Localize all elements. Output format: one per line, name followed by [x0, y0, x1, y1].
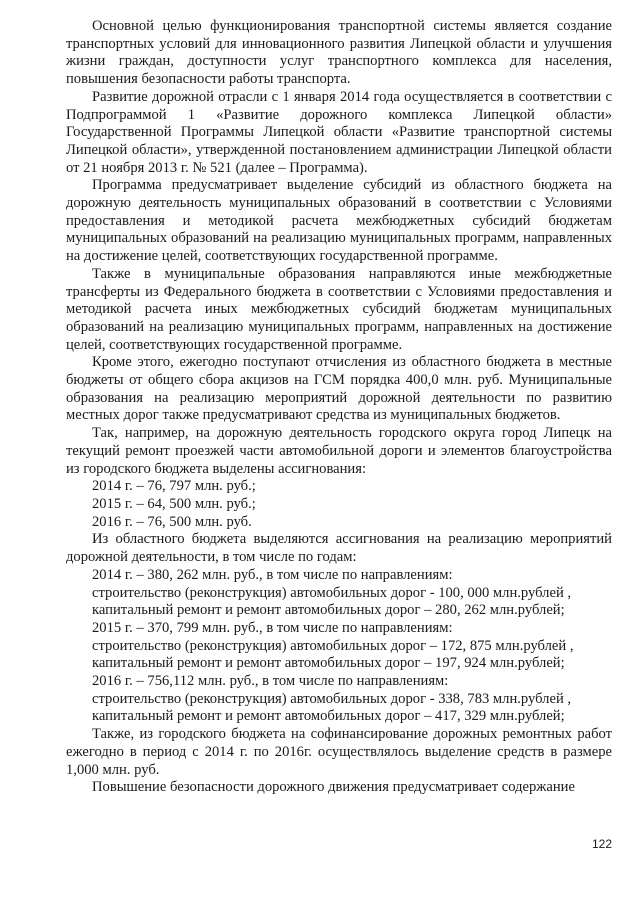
paragraph-excise: Кроме этого, ежегодно поступают отчисления из областного бюджета в местные бюджеты от общего сбора акцизов на ГСМ порядка 400,0 млн. руб. Муниципальные образования на реализацию мероприятий дорожной деятельности по развитию местных дорог также предусматривают средства из муниципальных бюджетов. [66, 354, 612, 424]
paragraph-lipetsk-example: Так, например, на дорожную деятельность городского округа город Липецк на текущий ремонт проезжей части автомобильной дороги и элементов благоустройства из городского бюджета выделены ассигнования: [66, 425, 612, 477]
paragraph-cofinancing: Также, из городского бюджета на софинансирование дорожных ремонтных работ ежегодно в период с 2014 г. по 2016г. осуществлялось выделение средств в размере 1,000 млн. руб. [66, 726, 612, 778]
regional-2015-repair: капитальный ремонт и ремонт автомобильных дорог – 197, 924 млн.рублей; [92, 655, 565, 672]
city-budget-2016: 2016 г. – 76, 500 млн. руб. [92, 513, 252, 530]
paragraph-goal: Основной целью функционирования транспортной системы является создание транспортных условий для инновационного развития Липецкой области и улучшения жизни граждан, доступности услуг транспортного комплекса для населения, повышения безопасности работы транспорта. [66, 18, 612, 88]
document-body [66, 18, 612, 797]
paragraph-transfers: Также в муниципальные образования направляются иные межбюджетные трансферты из Федерального бюджета в соответствии с Условиями предоставления и методикой расчета иных межбюджетных субсидий бюджетам муниципальных образований на реализацию муниципальных программ, направленных на достижение целей, соответствующих государственной программе. [66, 265, 612, 353]
regional-2015-construction: строительство (реконструкция) автомобильных дорог – 172, 875 млн.рублей , [92, 637, 574, 654]
page-number: 122 [591, 837, 612, 851]
regional-2016-construction: строительство (реконструкция) автомобильных дорог - 338, 783 млн.рублей , [92, 690, 572, 707]
regional-2014-construction: строительство (реконструкция) автомобильных дорог - 100, 000 млн.рублей , [92, 584, 572, 601]
regional-2016-repair: капитальный ремонт и ремонт автомобильных дорог – 417, 329 млн.рублей; [92, 708, 565, 725]
regional-2014-total: 2014 г. – 380, 262 млн. руб., в том числе по направлениям: [92, 566, 453, 583]
paragraph-regional-intro: Из областного бюджета выделяются ассигнования на реализацию мероприятий дорожной деятельности, в том числе по годам: [66, 531, 612, 566]
paragraph-safety: Повышение безопасности дорожного движения предусматривает содержание [92, 779, 575, 796]
city-budget-2015: 2015 г. – 64, 500 млн. руб.; [92, 495, 256, 512]
regional-2014-repair: капитальный ремонт и ремонт автомобильных дорог – 280, 262 млн.рублей; [92, 602, 565, 619]
regional-2015-total: 2015 г. – 370, 799 млн. руб., в том числе по направлениям: [92, 619, 453, 636]
paragraph-road-development: Развитие дорожной отрасли с 1 января 2014 года осуществляется в соответствии с Подпрограммой 1 «Развитие дорожного комплекса Липецкой области» Государственной Программы Липецкой области «Развитие транспортной системы Липецкой области», утвержденной постановлением администрации Липецкой области от 21 ноября 2013 г. № 521 (далее – Программа). [66, 88, 612, 176]
regional-2016-total: 2016 г. – 756,112 млн. руб., в том числе по направлениям: [92, 673, 449, 690]
city-budget-2014: 2014 г. – 76, 797 млн. руб.; [92, 478, 256, 495]
paragraph-subsidies: Программа предусматривает выделение субсидий из областного бюджета на дорожную деятельность муниципальных образований в соответствии с Условиями предоставления и методикой расчета межбюджетных субсидий бюджетам муниципальных образований на реализацию муниципальных программ, направленных на достижение целей, соответствующих государственной программе. [66, 177, 612, 265]
